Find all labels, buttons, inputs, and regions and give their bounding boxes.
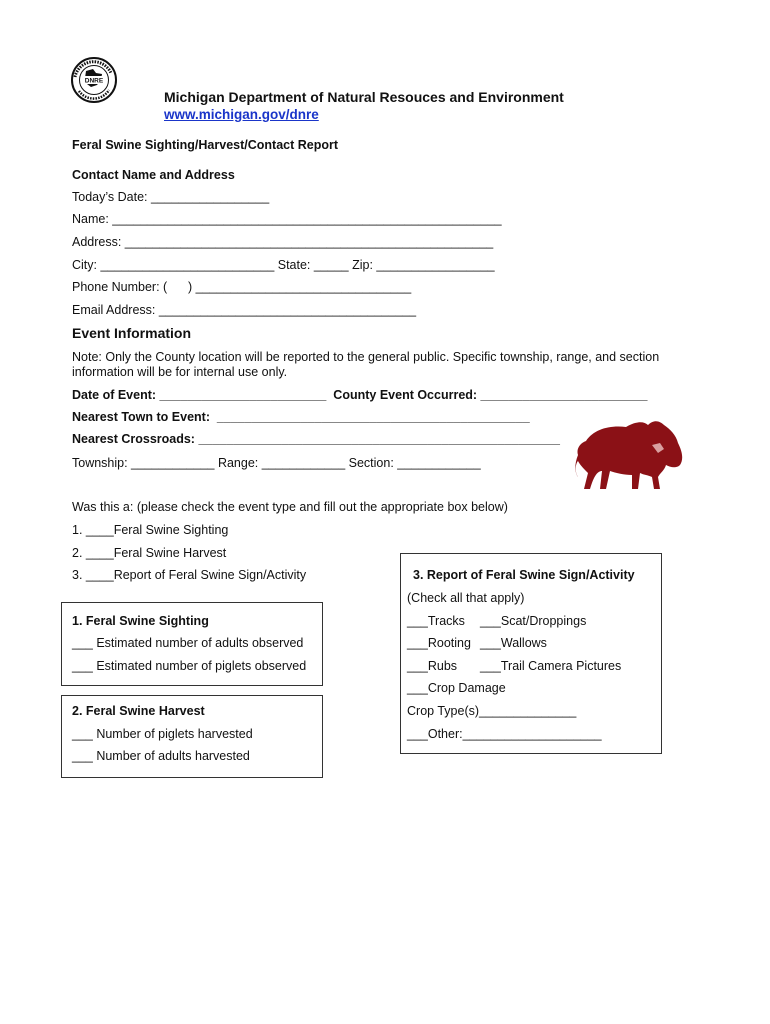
trail-camera-checkbox[interactable]: ___Trail Camera Pictures — [480, 659, 622, 673]
report-title: Feral Swine Sighting/Harvest/Contact Report — [72, 138, 339, 152]
svg-text:DNRE: DNRE — [84, 77, 104, 85]
scat-checkbox[interactable]: ___Scat/Droppings — [480, 614, 587, 628]
agency-website-link[interactable]: www.michigan.gov/dnre — [164, 107, 319, 122]
date-and-county-field[interactable]: Date of Event: ________________________ County Event Occurred: ________________________ — [72, 388, 648, 402]
adults-harvested-field[interactable]: ___ Number of adults harvested — [72, 749, 250, 763]
feral-swine-illustration — [574, 415, 686, 495]
rubs-checkbox[interactable]: ___Rubs — [407, 659, 458, 673]
city-state-zip-field[interactable]: City: _________________________ State: _____ Zip: _________________ — [72, 258, 495, 272]
option-sighting[interactable]: 1. ____Feral Swine Sighting — [72, 523, 229, 537]
nearest-town-field[interactable]: Nearest Town to Event: _____________________________________________ — [72, 410, 530, 424]
check-all-note: (Check all that apply) — [407, 591, 525, 605]
agency-title: Michigan Department of Natural Resouces and Environment — [164, 89, 564, 105]
piglets-harvested-field[interactable]: ___ Number of piglets harvested — [72, 727, 253, 741]
email-address-field[interactable]: Email Address: _____________________________________ — [72, 303, 417, 317]
phone-number-field[interactable]: Phone Number: ( ) _______________________________ — [72, 280, 412, 294]
township-range-section-field[interactable]: Township: ____________ Range: ____________ Section: ____________ — [72, 456, 481, 470]
option-sign-activity[interactable]: 3. ____Report of Feral Swine Sign/Activity — [72, 568, 307, 582]
address-field[interactable]: Address: _____________________________________________________ — [72, 235, 494, 249]
crop-damage-checkbox[interactable]: ___Crop Damage — [407, 681, 506, 695]
dnre-seal-logo — [71, 57, 117, 103]
event-note-line-2: information will be for internal use only. — [72, 365, 288, 379]
piglets-observed-field[interactable]: ___ Estimated number of piglets observed — [72, 659, 307, 673]
sighting-box-title: 1. Feral Swine Sighting — [72, 614, 209, 628]
nearest-crossroads-field[interactable]: Nearest Crossroads: ____________________________________________________ — [72, 432, 560, 446]
adults-observed-field[interactable]: ___ Estimated number of adults observed — [72, 636, 304, 650]
event-note-line-1: Note: Only the County location will be reported to the general public. Specific township, range, and section — [72, 350, 660, 364]
todays-date-field[interactable]: Today’s Date: _________________ — [72, 190, 270, 204]
tracks-checkbox[interactable]: ___Tracks — [407, 614, 465, 628]
option-harvest[interactable]: 2. ____Feral Swine Harvest — [72, 546, 227, 560]
other-field[interactable]: ___Other:____________________ — [407, 727, 602, 741]
rooting-checkbox[interactable]: ___Rooting — [407, 636, 471, 650]
wallows-checkbox[interactable]: ___Wallows — [480, 636, 547, 650]
contact-heading: Contact Name and Address — [72, 168, 235, 182]
harvest-box-title: 2. Feral Swine Harvest — [72, 704, 205, 718]
name-field[interactable]: Name: ________________________________________________________ — [72, 212, 502, 226]
event-type-question: Was this a: (please check the event type and fill out the appropriate box below) — [72, 500, 508, 514]
sign-activity-box-title: 3. Report of Feral Swine Sign/Activity — [413, 568, 635, 582]
crop-types-field[interactable]: Crop Type(s)______________ — [407, 704, 577, 718]
sign-activity-box — [400, 553, 662, 754]
event-information-heading: Event Information — [72, 325, 192, 341]
